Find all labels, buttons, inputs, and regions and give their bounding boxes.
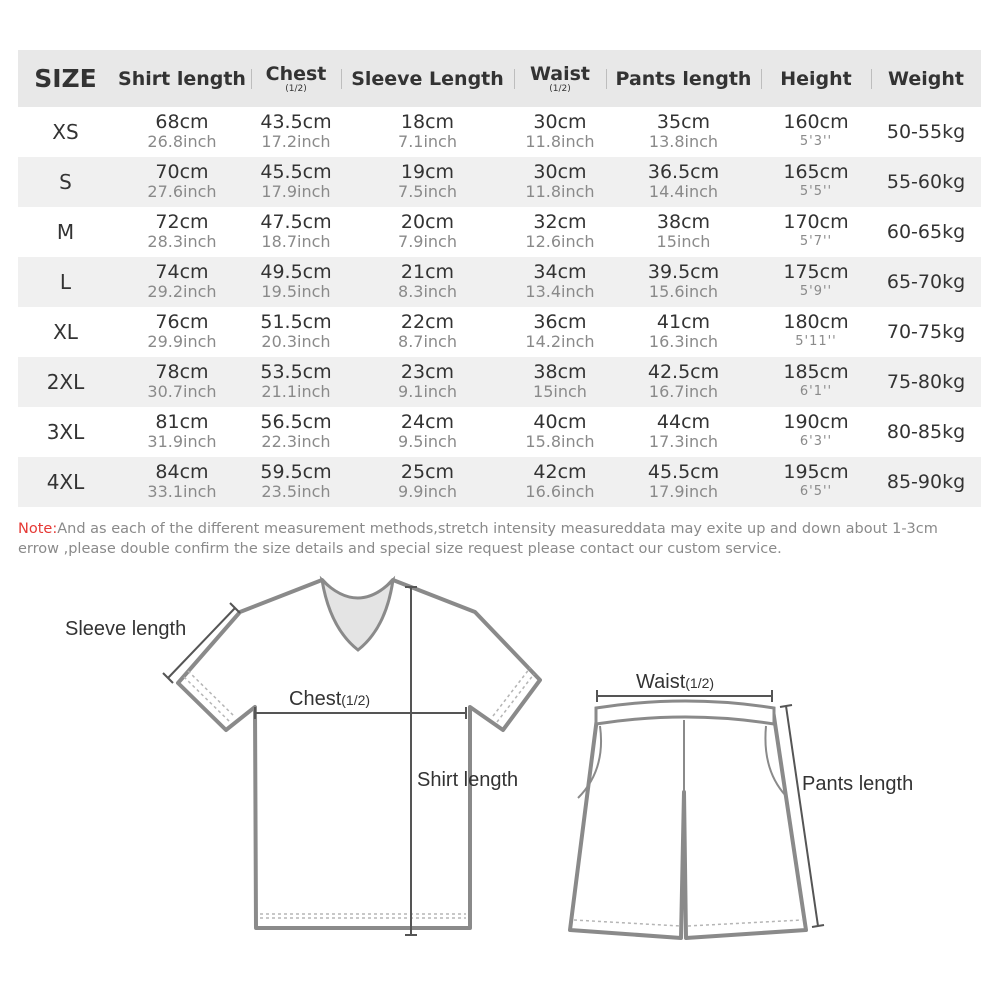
chest-cell: 56.5cm 22.3inch (260, 411, 332, 451)
pants-length-cell: 36.5cm 14.4inch (606, 157, 761, 207)
chest-cell: 59.5cm 23.5inch (251, 457, 341, 507)
table-header-row (18, 50, 981, 107)
table-row (18, 157, 981, 207)
sleeve-length-cell: 22cm 8.7inch (398, 311, 457, 351)
weight-cell: 80-85kg (886, 420, 966, 443)
waist-cell: 32cm 12.6inch (525, 211, 595, 251)
note-label: Note: (18, 521, 58, 537)
pants-length-cell: 35cm 13.8inch (648, 111, 719, 151)
size-note (18, 519, 988, 559)
measurement-diagram (0, 570, 1000, 990)
header-chest: Chest (1/2) (251, 50, 341, 107)
size-cell: S (18, 157, 113, 207)
weight-cell: 85-90kg (871, 457, 981, 507)
weight-cell: 60-65kg (886, 220, 966, 243)
size-cell: 2XL (18, 357, 113, 407)
chest-cell: 51.5cm 20.3inch (260, 311, 332, 351)
pants-length-tick-end (812, 925, 824, 927)
waist-cell: 38cm 15inch (514, 357, 606, 407)
header-weight: Weight (871, 50, 981, 107)
weight-cell: 70-75kg (886, 320, 966, 343)
shirt-length-cell: 78cm 30.7inch (113, 357, 251, 407)
shirt-length-cell: 72cm 28.3inch (147, 211, 217, 251)
weight-cell: 65-70kg (871, 257, 981, 307)
header-waist: Waist (1/2) (514, 50, 606, 107)
table-row (18, 207, 981, 257)
chest-cell: 45.5cm 17.9inch (251, 157, 341, 207)
height-cell: 180cm 5'11'' (783, 311, 849, 349)
sleeve-length-cell: 24cm 9.5inch (398, 411, 457, 451)
pants-length-cell: 38cm 15inch (656, 211, 711, 251)
pants-length-cell: 41cm 16.3inch (648, 311, 719, 351)
waist-cell: 40cm 15.8inch (525, 411, 595, 451)
sleeve-length-cell: 20cm 7.9inch (398, 211, 457, 251)
table-row (18, 307, 981, 357)
note-line-1 (18, 519, 988, 539)
table-row (18, 257, 981, 307)
waist-cell: 42cm 16.6inch (514, 457, 606, 507)
pants-length-cell: 42.5cm 16.7inch (606, 357, 761, 407)
shorts-outline (570, 703, 806, 938)
sleeve-length-cell: 23cm 9.1inch (341, 357, 514, 407)
waist-cell: 30cm 11.8inch (514, 157, 606, 207)
height-cell: 195cm 6'5'' (761, 457, 871, 507)
size-cell: 4XL (18, 457, 113, 507)
header-shirt-length: Shirt length (113, 50, 251, 107)
shirt-length-cell: 84cm 33.1inch (113, 457, 251, 507)
pants-length-cell: 44cm 17.3inch (648, 411, 719, 451)
chest-cell: 53.5cm 21.1inch (251, 357, 341, 407)
size-cell: M (56, 219, 75, 244)
header-size: SIZE (18, 50, 113, 107)
pants-length-label: Pants length (802, 773, 914, 795)
table-row (18, 407, 981, 457)
weight-cell: 50-55kg (886, 120, 966, 143)
size-cell: 3XL (46, 419, 85, 444)
shirt-length-cell: 70cm 27.6inch (113, 157, 251, 207)
waist-label: Waist(1/2) (636, 671, 715, 693)
weight-cell: 55-60kg (871, 157, 981, 207)
shirt-length-cell: 76cm 29.9inch (147, 311, 217, 351)
note-text-1: And as each of the different measurement methods,stretch intensity measureddata may exite up and down about 1-3cm (57, 521, 938, 537)
waist-cell: 34cm 13.4inch (514, 257, 606, 307)
sleeve-length-cell: 21cm 8.3inch (341, 257, 514, 307)
table-row (18, 107, 981, 157)
size-chart-table (18, 50, 981, 507)
table-body (18, 107, 981, 507)
note-text-2: errow ,please double confirm the size details and special size request please contact our custom service. (18, 541, 782, 557)
pants-length-cell: 39.5cm 15.6inch (606, 257, 761, 307)
sleeve-length-cell: 25cm 9.9inch (341, 457, 514, 507)
sleeve-length-cell: 19cm 7.5inch (341, 157, 514, 207)
sleeve-length-label: Sleeve length (65, 618, 187, 640)
header-sleeve-length: Sleeve Length (341, 50, 514, 107)
shirt-length-label: Shirt length (417, 769, 519, 791)
height-cell: 165cm 5'5'' (761, 157, 871, 207)
height-cell: 175cm 5'9'' (761, 257, 871, 307)
size-cell: XL (53, 319, 78, 344)
table-row (18, 357, 981, 407)
waist-cell: 30cm 11.8inch (525, 111, 595, 151)
height-cell: 160cm 5'3'' (783, 111, 849, 149)
pants-length-cell: 45.5cm 17.9inch (606, 457, 761, 507)
chest-cell: 47.5cm 18.7inch (260, 211, 332, 251)
sleeve-length-cell: 18cm 7.1inch (398, 111, 457, 151)
header-pants-length: Pants length (606, 50, 761, 107)
height-cell: 185cm 6'1'' (761, 357, 871, 407)
weight-cell: 75-80kg (871, 357, 981, 407)
chest-cell: 43.5cm 17.2inch (260, 111, 332, 151)
height-cell: 190cm 6'3'' (783, 411, 849, 449)
height-cell: 170cm 5'7'' (783, 211, 849, 249)
waist-cell: 36cm 14.2inch (525, 311, 595, 351)
shirt-length-cell: 68cm 26.8inch (147, 111, 217, 151)
size-cell: L (18, 257, 113, 307)
table-row (18, 457, 981, 507)
chest-cell: 49.5cm 19.5inch (251, 257, 341, 307)
pants-length-tick-start (780, 705, 792, 707)
size-cell: XS (52, 119, 79, 144)
shirt-length-cell: 81cm 31.9inch (147, 411, 217, 451)
shirt-length-cell: 74cm 29.2inch (113, 257, 251, 307)
chest-label: Chest(1/2) (289, 688, 371, 710)
header-height: Height (761, 50, 871, 107)
